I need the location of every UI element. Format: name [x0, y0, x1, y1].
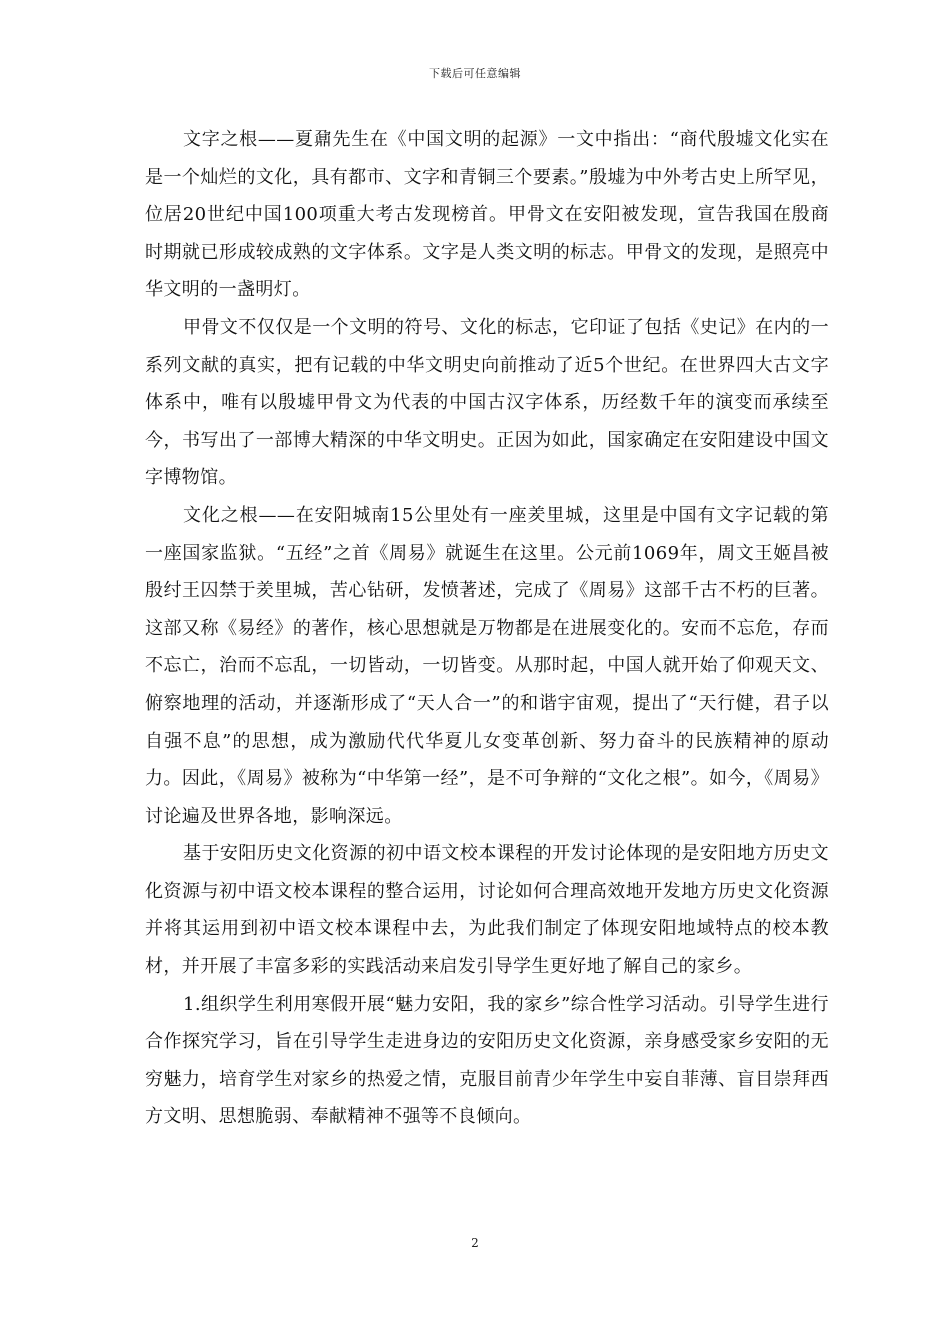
paragraph-writing-root: 文字之根——夏鼐先生在《中国文明的起源》一文中指出：“商代殷墟文化实在是一个灿烂的文化，具有都市、文字和青铜三个要素。”殷墟为中外考古史上所罕见，位居20世纪中国100项重大考古发现榜首。甲骨文在安阳被发现，宣告我国在殷商时期就已形成较成熟的文字体系。文字是人类文明的标志。甲骨文的发现，是照亮中华文明的一盏明灯。 [145, 129, 829, 301]
page-header: 下载后可任意编辑 [429, 67, 521, 80]
paragraph-activity-1: 1.组织学生利用寒假开展“魅力安阳，我的家乡”综合性学习活动。引导学生进行合作探究学习，旨在引导学生走进身边的安阳历史文化资源，亲身感受家乡安阳的无穷魅力，培育学生对家乡的热爱之情，克服目前青少年学生中妄自菲薄、盲目崇拜西方文明、思想脆弱、奉献精神不强等不良倾向。 [145, 993, 829, 1128]
paragraph-oracle-bones: 甲骨文不仅仅是一个文明的符号、文化的标志，它印证了包括《史记》在内的一系列文献的真实，把有记载的中华文明史向前推动了近5个世纪。在世界四大古文字体系中，唯有以殷墟甲骨文为代表的中国古汉字体系，历经数千年的演变而承续至今，书写出了一部博大精深的中华文明史。正因为如此，国家确定在安阳建设中国文字博物馆。 [145, 316, 829, 489]
page-number: 2 [471, 1236, 479, 1250]
paragraph-curriculum: 基于安阳历史文化资源的初中语文校本课程的开发讨论体现的是安阳地方历史文化资源与初中语文校本课程的整合运用，讨论如何合理高效地开发地方历史文化资源并将其运用到初中语文校本课程中去，为此我们制定了体现安阳地域特点的校本教材，并开展了丰富多彩的实践活动来启发引导学生更好地了解自己的家乡。 [145, 843, 829, 978]
paragraph-culture-root: 文化之根——在安阳城南15公里处有一座羑里城，这里是中国有文字记载的第一座国家监狱。“五经”之首《周易》就诞生在这里。公元前1069年，周文王姬昌被殷纣王囚禁于羑里城，苦心钻研，发愤著述，完成了《周易》这部千古不朽的巨著。这部又称《易经》的著作，核心思想就是万物都是在进展变化的。安而不忘危，存而不忘亡，治而不忘乱，一切皆动，一切皆变。从那时起，中国人就开始了仰观天文、俯察地理的活动，并逐渐形成了“天人合一”的和谐宇宙观，提出了“天行健，君子以自强不息”的思想，成为激励代代华夏儿女变革创新、努力奋斗的民族精神的原动力。因此，《周易》被称为“中华第一经”，是不可争辩的“文化之根”。如今，《周易》讨论遍及世界各地，影响深远。 [145, 504, 829, 827]
document-body [145, 121, 829, 1136]
